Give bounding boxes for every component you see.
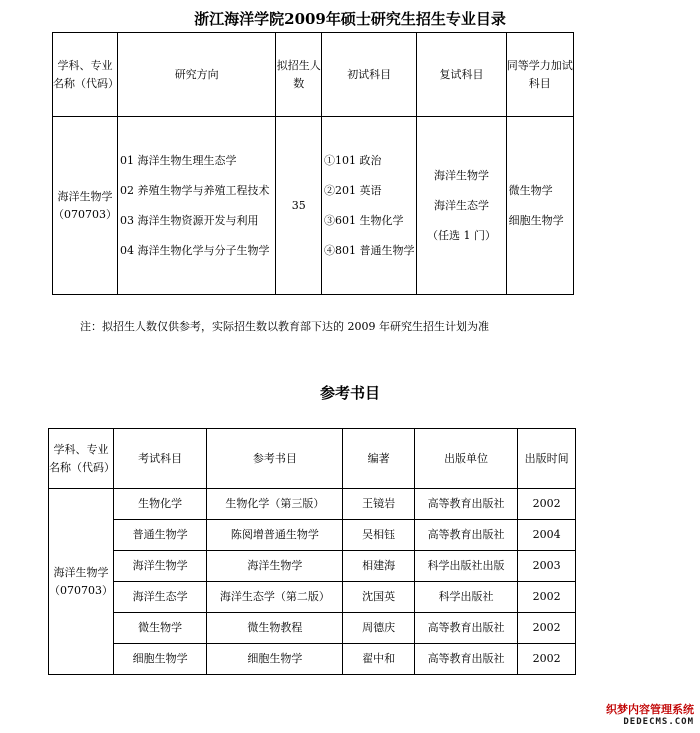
book-year: 2002: [518, 489, 576, 520]
book-subject: 海洋生态学: [114, 582, 207, 613]
books-header-program: 学科、专业名称（代码）: [49, 429, 114, 489]
book-author: 沈国英: [343, 582, 415, 613]
books-title: 参考书目: [319, 384, 380, 402]
initial-exam-item: ④801 普通生物学: [324, 243, 415, 257]
equivalent-cell: [506, 117, 573, 295]
book-year: 2004: [518, 520, 576, 551]
book-publisher: 科学出版社: [414, 582, 517, 613]
book-year: 2003: [518, 551, 576, 582]
program-catalog-table: [52, 32, 574, 295]
book-author: 吴相钰: [343, 520, 415, 551]
table-row: [49, 520, 576, 551]
page-title: 浙江海洋学院2009年硕士研究生招生专业目录: [194, 10, 506, 28]
retest-cell: [417, 117, 506, 295]
initial-exam-item: ③601 生物化学: [324, 213, 404, 227]
books-header-book: 参考书目: [207, 429, 343, 489]
watermark-logo: [582, 701, 694, 727]
book-publisher: 科学出版社出版: [414, 551, 517, 582]
book-subject: 细胞生物学: [114, 644, 207, 675]
book-publisher: 高等教育出版社: [414, 613, 517, 644]
reference-books-table: [48, 428, 576, 675]
program-name: 海洋生物学: [57, 189, 113, 203]
books-header-subject: 考试科目: [114, 429, 207, 489]
book-subject: 微生物学: [114, 613, 207, 644]
header-retest: 复试科目: [417, 33, 506, 117]
books-header-publisher: 出版单位: [414, 429, 517, 489]
book-title: 陈阅增普通生物学: [207, 520, 343, 551]
equivalent-item: 细胞生物学: [508, 213, 564, 227]
book-title: 微生物教程: [207, 613, 343, 644]
direction-item: 01 海洋生物生理生态学: [120, 153, 237, 167]
retest-item: 海洋生态学: [433, 198, 489, 212]
books-program-code: （070703）: [49, 583, 113, 597]
table-row: [49, 489, 576, 520]
initial-exam-item: ①101 政治: [324, 153, 382, 167]
book-year: 2002: [518, 644, 576, 675]
table-row: [49, 644, 576, 675]
header-enrollment: 拟招生人数: [276, 33, 322, 117]
book-title: 生物化学（第三版）: [207, 489, 343, 520]
enrollment-note: 注：拟招生人数仅供参考，实际招生数以教育部下达的 2009 年研究生招生计划为准: [80, 320, 489, 333]
header-initial-exams: 初试科目: [322, 33, 417, 117]
book-author: 周德庆: [343, 613, 415, 644]
initial-exams-cell: [322, 117, 417, 295]
directions-cell: [118, 117, 276, 295]
book-subject: 普通生物学: [114, 520, 207, 551]
book-author: 相建海: [343, 551, 415, 582]
direction-item: 04 海洋生物化学与分子生物学: [120, 243, 270, 257]
initial-exam-item: ②201 英语: [324, 183, 382, 197]
book-year: 2002: [518, 613, 576, 644]
direction-item: 03 海洋生物资源开发与利用: [120, 213, 259, 227]
table-row: [49, 582, 576, 613]
equivalent-item: 微生物学: [508, 183, 553, 197]
program-code: （070703）: [53, 207, 117, 221]
enrollment-value: 35: [276, 117, 322, 295]
book-subject: 生物化学: [114, 489, 207, 520]
book-publisher: 高等教育出版社: [414, 520, 517, 551]
table-row: [49, 613, 576, 644]
book-title: 海洋生物学: [207, 551, 343, 582]
book-title: 细胞生物学: [207, 644, 343, 675]
book-year: 2002: [518, 582, 576, 613]
watermark-text-cn: 织梦内容管理系统: [606, 703, 694, 716]
header-program: 学科、专业名称（代码）: [53, 33, 118, 117]
book-author: 翟中和: [343, 644, 415, 675]
books-header-year: 出版时间: [518, 429, 576, 489]
header-direction: 研究方向: [118, 33, 276, 117]
retest-item: （任选 1 门）: [426, 228, 496, 242]
book-publisher: 高等教育出版社: [414, 489, 517, 520]
program-cell: [53, 117, 118, 295]
table-row: [49, 551, 576, 582]
retest-item: 海洋生物学: [433, 168, 489, 182]
books-header-author: 编著: [343, 429, 415, 489]
book-publisher: 高等教育出版社: [414, 644, 517, 675]
direction-item: 02 养殖生物学与养殖工程技术: [120, 183, 270, 197]
watermark-text-en: DEDECMS.COM: [623, 717, 694, 727]
header-equivalent: 同等学力加试科目: [506, 33, 573, 117]
book-subject: 海洋生物学: [114, 551, 207, 582]
books-program-name: 海洋生物学: [53, 565, 109, 579]
books-program-cell: [49, 489, 114, 675]
book-title: 海洋生态学（第二版）: [207, 582, 343, 613]
book-author: 王镜岩: [343, 489, 415, 520]
